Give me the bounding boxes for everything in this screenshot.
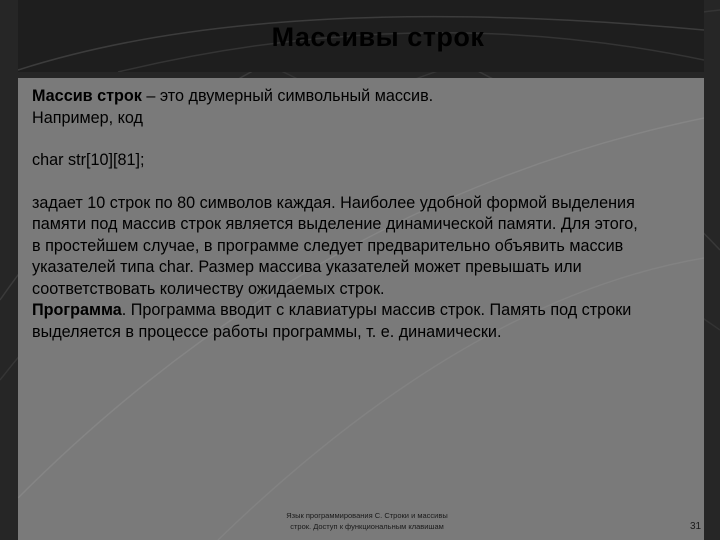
paragraph-line: соответствовать количеству ожидаемых строк. — [32, 279, 385, 298]
code-line: char str[10][81]; — [32, 151, 145, 169]
paragraph-line: указателей типа char. Размер массива указателей может превышать или — [32, 258, 582, 276]
intro-term: Массив строк — [32, 87, 142, 105]
paragraph-line: памяти под массив строк является выделение динамической памяти. Для этого, — [32, 215, 638, 233]
paragraph-line: задает 10 строк по 80 символов каждая. Наиболее удобной формой выделения — [32, 193, 635, 212]
program-term: Программа — [32, 301, 122, 319]
paragraph-line: в простейшем случае, в программе следует предварительно объявить массив — [32, 236, 624, 255]
footer-line: Язык программирования С. Строки и массивы — [286, 511, 448, 520]
intro-definition: – это двумерный символьный массив. — [141, 87, 434, 105]
slide-body — [32, 86, 708, 343]
footer-line: строк. Доступ к функциональным клавишам — [290, 522, 444, 531]
program-line — [32, 300, 708, 322]
intro-line — [32, 86, 708, 108]
program-description: . Программа вводит с клавиатуры массив строк. Память под строки — [121, 301, 632, 319]
page-number: 31 — [690, 521, 702, 532]
program-line-2: выделяется в процессе работы программы, т. е. динамически. — [32, 322, 502, 341]
example-line: Например, код — [32, 108, 143, 127]
slide-footer — [252, 510, 482, 532]
slide-title: Массивы строк — [271, 22, 485, 52]
